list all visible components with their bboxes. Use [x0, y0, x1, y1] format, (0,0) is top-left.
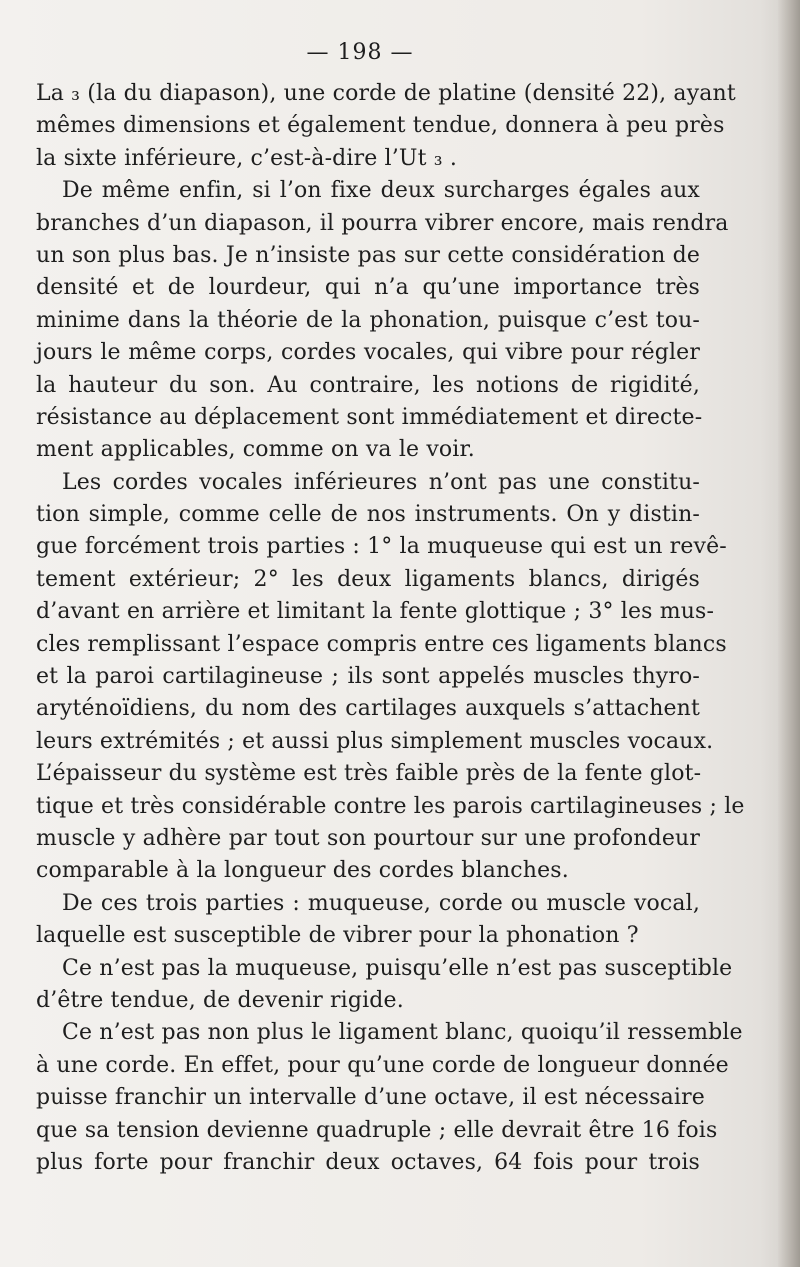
- page-number: — 198 —: [306, 40, 414, 65]
- text-line: tion simple, comme celle de nos instruments. On y distin-: [36, 502, 700, 528]
- text-line: d’avant en arrière et limitant la fente glottique ; 3° les mus-: [36, 599, 715, 625]
- text-line: puisse franchir un intervalle d’une octave, il est nécessaire: [36, 1085, 705, 1111]
- text-line: la hauteur du son. Au contraire, les notions de rigidité,: [36, 372, 700, 398]
- text-line: comparable à la longueur des cordes blanches.: [36, 858, 569, 884]
- text-line: Ce n’est pas la muqueuse, puisqu’elle n’est pas susceptible: [62, 955, 733, 981]
- page-binding-edge: [778, 0, 800, 1267]
- text-line: la sixte inférieure, c’est-à-dire l’Ut ₃ .: [36, 145, 457, 171]
- text-line: De ces trois parties : muqueuse, corde ou muscle vocal,: [62, 890, 700, 916]
- body-text: [36, 78, 745, 1179]
- text-line: minime dans la théorie de la phonation, puisque c’est tou-: [36, 307, 700, 333]
- text-line: ment applicables, comme on va le voir.: [36, 437, 475, 463]
- text-line: résistance au déplacement sont immédiatement et directe-: [36, 404, 703, 430]
- text-line: densité et de lourdeur, qui n’a qu’une importance très: [36, 275, 700, 301]
- text-line: Les cordes vocales inférieures n’ont pas une constitu-: [62, 469, 700, 495]
- text-line: muscle y adhère par tout son pourtour sur une profondeur: [36, 825, 700, 851]
- text-line: leurs extrémités ; et aussi plus simplement muscles vocaux.: [36, 728, 714, 754]
- text-line: L’épaisseur du système est très faible près de la fente glot-: [36, 761, 702, 787]
- text-line: La ₃ (la du diapason), une corde de platine (densité 22), ayant: [36, 81, 736, 106]
- text-line: Ce n’est pas non plus le ligament blanc, quoiqu’il ressemble: [62, 1020, 743, 1046]
- text-line: branches d’un diapason, il pourra vibrer encore, mais rendra: [36, 210, 729, 236]
- text-line: cles remplissant l’espace compris entre ces ligaments blancs: [36, 631, 727, 657]
- text-line: mêmes dimensions et également tendue, donnera à peu près: [36, 113, 725, 139]
- text-line: jours le même corps, cordes vocales, qui vibre pour régler: [36, 340, 700, 366]
- text-line: à une corde. En effet, pour qu’une corde de longueur donnée: [36, 1052, 729, 1078]
- text-line: gue forcément trois parties : 1° la muqueuse qui est un revê-: [36, 534, 727, 560]
- text-line: tique et très considérable contre les parois cartilagineuses ; le: [36, 793, 745, 819]
- text-line: d’être tendue, de devenir rigide.: [36, 987, 404, 1013]
- text-line: que sa tension devienne quadruple ; elle devrait être 16 fois: [36, 1117, 718, 1143]
- text-line: un son plus bas. Je n’insiste pas sur cette considération de: [36, 242, 700, 268]
- text-line: plus forte pour franchir deux octaves, 64 fois pour trois: [36, 1149, 700, 1175]
- text-line: tement extérieur; 2° les deux ligaments blancs, dirigés: [36, 566, 700, 592]
- text-line: laquelle est susceptible de vibrer pour la phonation ?: [36, 923, 639, 949]
- text-line: et la paroi cartilagineuse ; ils sont appelés muscles thyro-: [36, 664, 700, 690]
- text-line: aryténoïdiens, du nom des cartilages auxquels s’attachent: [36, 696, 700, 722]
- text-line: De même enfin, si l’on fixe deux surcharges égales aux: [62, 178, 700, 204]
